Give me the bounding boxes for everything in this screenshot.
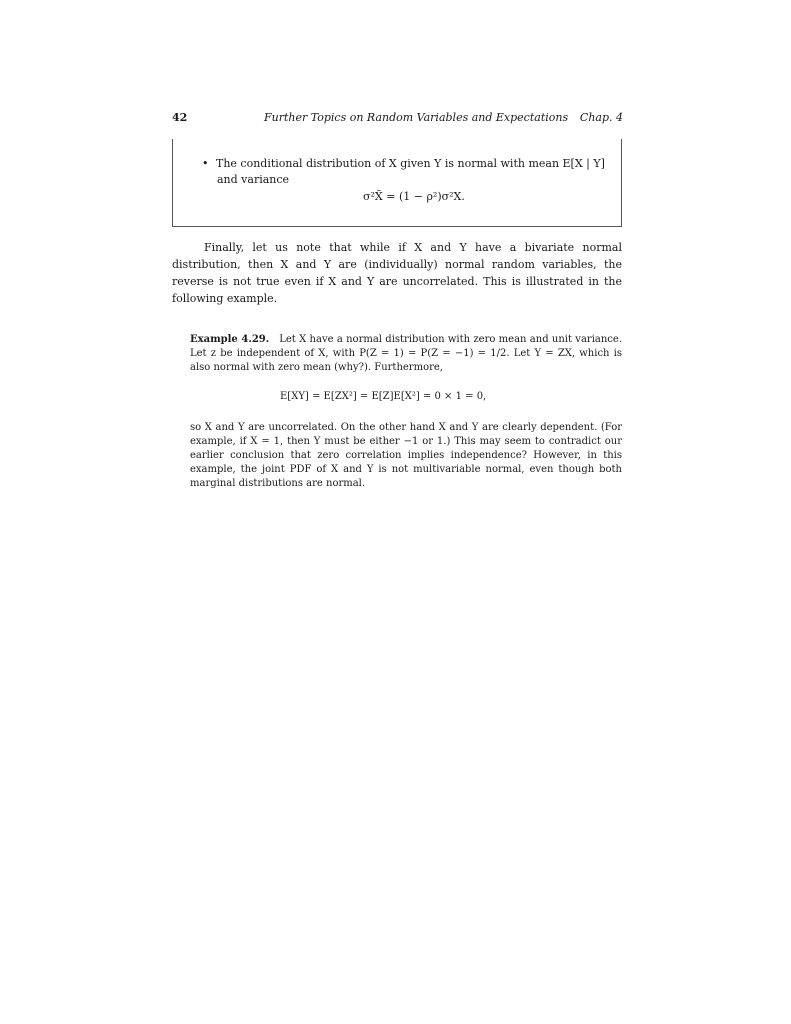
conditional-variance-equation: σ²X̃ = (1 − ρ²)σ²X. bbox=[363, 190, 465, 203]
bullet-text: The conditional distribution of X given Y is normal with mean E[X | Y] bbox=[216, 157, 605, 170]
bullet-icon: • bbox=[202, 157, 209, 170]
chapter-label: Chap. 4 bbox=[579, 111, 623, 124]
running-title: Further Topics on Random Variables and Expectations bbox=[264, 111, 569, 124]
example-intro-text: Let X have a normal distribution with zero mean and unit variance. Let z be independent of X, with P(Z = 1) = P(Z = −1) = 1/2. Let Y = ZX, which is also normal with zero mean (why?). Furthermore, bbox=[190, 334, 622, 373]
body-paragraph bbox=[172, 239, 622, 307]
paragraph-text: Finally, let us note that while if X and Y have a bivariate normal distribution, then X and Y are (individually) normal random variables, the reverse is not true even if X and Y are uncorrelated. This is illustrated in the following example. bbox=[172, 241, 622, 305]
bullet-item bbox=[202, 156, 622, 171]
page-number: 42 bbox=[172, 111, 188, 124]
bullet-continuation: and variance bbox=[217, 173, 290, 186]
example-title: Example 4.29. bbox=[190, 334, 270, 345]
example-equation: E[XY] = E[ZX²] = E[Z]E[X²] = 0 × 1 = 0, bbox=[280, 391, 487, 402]
example-conclusion: so X and Y are uncorrelated. On the other hand X and Y are clearly dependent. (For example, if X = 1, then Y must be either −1 or 1.) This may seem to contradict our earlier conclusion that zero correlation implies independence? However, in this example, the joint PDF of X and Y is not multivariable normal, even though both marginal distributions are normal. bbox=[190, 422, 622, 489]
example-intro bbox=[190, 333, 622, 375]
page-header bbox=[172, 111, 623, 127]
